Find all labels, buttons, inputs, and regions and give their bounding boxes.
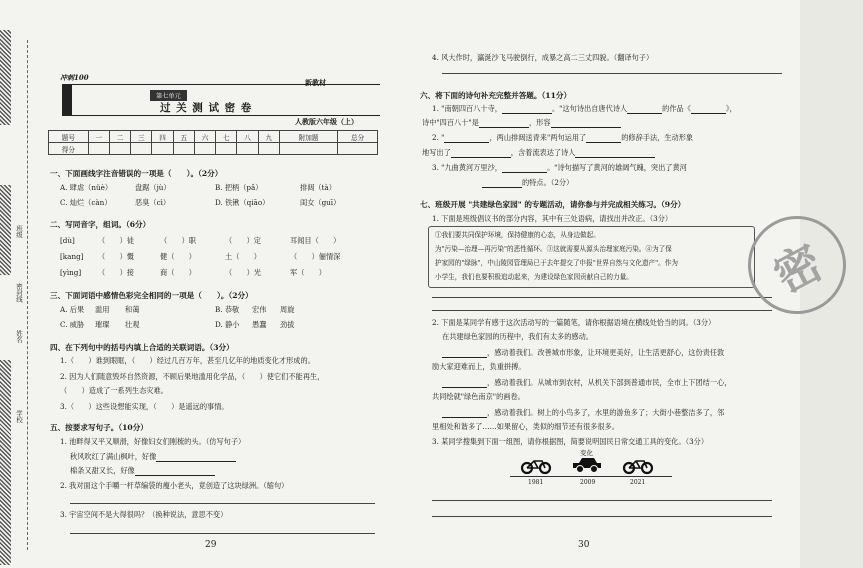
q1-option-c2: 恶臭（cì） (135, 198, 171, 207)
q3-word: 滥用 (95, 305, 110, 314)
essay-text: ，感动着我们。从城市到农村，从机关下部到普通市民，全市上下团结一心， (487, 378, 732, 387)
seal-line (27, 40, 28, 550)
q6-line-1 (432, 104, 737, 114)
score-cell (258, 143, 279, 155)
binding-stripe (0, 30, 11, 125)
q6-text: 的修辞手法，生动形象 (621, 133, 694, 142)
q6-text: 3. "九曲黄河万里沙， (432, 163, 502, 172)
q6-line-6 (482, 178, 573, 188)
proposal-box (428, 226, 755, 288)
q3-word: B. 恭敬 (215, 305, 240, 314)
binding-stripe (0, 185, 11, 275)
score-header-cell: 三 (131, 131, 152, 143)
answer-line[interactable] (432, 500, 772, 501)
timeline-axis (510, 476, 672, 477)
q2-blank: （ ）职 (160, 236, 196, 245)
proposal-line: 小学生，我们也要积极追动起来，为建设绿色家园贡献自己的力量。 (435, 273, 633, 281)
q6-text: 2. " (432, 133, 445, 142)
answer-blank[interactable] (451, 157, 511, 158)
grade-label: 人教版六年级（上） (295, 117, 358, 126)
answer-blank[interactable] (575, 157, 655, 158)
answer-blank[interactable] (444, 142, 489, 143)
q2-blank: （ ）定 (225, 236, 261, 245)
score-cell (131, 143, 152, 155)
brand-logo: 冲刺100 (60, 73, 89, 82)
q1-prompt: 一、下面画线字注音错误的一项是（ ）。（2分） (50, 169, 223, 178)
year-label: 2021 (630, 479, 646, 486)
page-number: 29 (205, 540, 217, 550)
q2-blank: 健（ ） (160, 252, 196, 261)
answer-blank[interactable] (551, 127, 621, 128)
year-label: 2009 (580, 479, 596, 486)
answer-blank[interactable] (627, 113, 662, 114)
q5-sentence-3: 3. 宇宙空间不是大得很吗？（换种说法，意思不变） (60, 510, 228, 519)
q5-fill-1 (70, 452, 236, 462)
score-row-label: 得分 (49, 143, 89, 155)
q2-prompt: 二、写同音字，组词。（6分） (50, 220, 151, 229)
edition-label: 新教材 (305, 78, 326, 87)
bicycle-icon (520, 458, 552, 474)
answer-blank[interactable] (442, 417, 487, 418)
score-header-cell: 四 (152, 131, 173, 143)
q1-option-b1: B. 把柄（pǎ） (215, 183, 263, 192)
q4-sentence-3: 3.（ ）这些设想能实现，（ ）是遥远的事情。 (60, 402, 229, 411)
q1-option-c1: C. 灿烂（càn） (60, 198, 112, 207)
score-cell (279, 143, 337, 155)
answer-line[interactable] (442, 73, 782, 74)
q4-prompt: 四、在下列句中的括号内填上合适的关联词语。（3分） (50, 343, 234, 352)
score-cell (237, 143, 258, 155)
proposal-line: 护家园的"绿脉"，中山陵园管理局已于去年提交了申报"世界自然与文化遗产"。作为 (435, 259, 678, 267)
q1-option-b2: 排闼（tà） (300, 183, 336, 192)
proposal-line: 为"污染—治理—再污染"的恶性循环。③这就需要从源头治理家庭污染。④为了保 (435, 245, 672, 253)
q3-word: D. 静小 (215, 320, 240, 329)
q5-fill-2 (70, 466, 215, 476)
q6-text: 诗中"四百八十"是 (422, 118, 479, 127)
answer-line[interactable] (432, 297, 772, 298)
score-cell (109, 143, 130, 155)
score-header-cell: 九 (258, 131, 279, 143)
q6-line-4 (422, 148, 655, 158)
q6-text: ，含着流表达了诗人 (510, 148, 576, 157)
essay-line: 里相处和谐多了……如果留心，类似的细节还有很多很多。 (432, 422, 619, 431)
q6-line-3 (432, 133, 693, 143)
q4-sentence-1: 1.（ ）谁到眼眶，（ ）经过几百万年，甚至几亿年的地质变化才形成的。 (60, 356, 315, 365)
q3-word: A. 后果 (60, 305, 85, 314)
q1-option-a2: 盘踞（jù） (135, 183, 171, 192)
margin-seal-label: 密封线 (15, 283, 23, 303)
score-header-cell: 八 (237, 131, 258, 143)
q2-blank: （ ）徒 (98, 236, 134, 245)
q4-sentence-2b: （ ）造成了一系列生态灾难。 (60, 386, 168, 395)
answer-blank[interactable] (156, 461, 236, 462)
answer-blank[interactable] (482, 187, 522, 188)
answer-line[interactable] (432, 310, 772, 311)
q3-word: 周旋 (280, 305, 295, 314)
score-header-cell: 七 (216, 131, 237, 143)
answer-blank[interactable] (442, 357, 487, 358)
score-cell (173, 143, 194, 155)
q3-word: 愚蠢 (252, 320, 267, 329)
q7-prompt: 七、班级开展 "共建绿色家园" 的专题活动，请你参与并完成相关练习。（9分） (420, 200, 686, 209)
q6-text: 1. "南朝四百八十寺， (432, 104, 502, 113)
right-page (400, 0, 800, 568)
q6-text: 地写出了 (422, 148, 451, 157)
score-header-cell: 二 (109, 131, 130, 143)
score-header-cell: 一 (88, 131, 109, 143)
answer-line[interactable] (70, 533, 375, 534)
q2-blank: （ ）接 (98, 268, 134, 277)
answer-blank[interactable] (442, 387, 487, 388)
margin-school-label: 学校 (15, 410, 23, 423)
score-cell (152, 143, 173, 155)
q2-blank: 耳闻目（ ） (290, 236, 341, 245)
q5-fill-2-text: 棉条又甜又长，好像 (70, 466, 135, 475)
q7-sub-3: 3. 某同学搜集到下面一组图，请你根据图，简要说明国民日常交通工具的变化。（3分） (432, 437, 709, 446)
essay-line (442, 348, 724, 358)
q3-word: 璀璨 (95, 320, 110, 329)
essay-text: ，感动着我们。改善城市形象，让环境更美好，让生活更舒心，这份责任敦 (487, 348, 725, 357)
q6-line-5 (432, 163, 687, 173)
q3-word: 和蔼 (125, 305, 140, 314)
q4-sentence-2: 2. 因为人们随意毁坏自然资源，不顾后果地滥用化学品，（ ）使它们不能再生， (60, 372, 325, 381)
page-number: 30 (578, 540, 590, 550)
q6-text: 。"这句诗出自唐代诗人 (551, 104, 628, 113)
q3-word: 宏伟 (252, 305, 267, 314)
q5-sentence-4: 4. 风大作时，瀛涎沙飞马驶倒行，成暴之高二三丈四貌。（翻译句子） (432, 53, 654, 62)
score-header-cell: 题号 (49, 131, 89, 143)
header-block (62, 84, 72, 116)
score-header-cell: 附加题 (279, 131, 337, 143)
proposal-line: ①我们要共同保护环境，保持健康的心态，从身边做起。 (435, 231, 600, 239)
q6-text: ，形容 (528, 118, 551, 127)
q3-word: 壮观 (125, 320, 140, 329)
year-label: 1981 (528, 479, 544, 486)
essay-line (442, 378, 731, 388)
q2-blank: 军（ ） (290, 268, 326, 277)
q2-pinyin: [yìng] (60, 268, 82, 277)
essay-line: 励大家迎难而上，负重拼搏。 (432, 362, 526, 371)
binding-stripe (0, 360, 11, 565)
q1-option-d1: D. 铁锹（qiāo） (215, 198, 270, 207)
unit-tag: 第七单元 (150, 90, 187, 101)
answer-blank[interactable] (586, 142, 621, 143)
q6-line-2 (422, 118, 621, 128)
margin-class-label: 班级 (15, 225, 23, 238)
score-header-cell: 五 (173, 131, 194, 143)
q1-option-a1: A. 肆虐（nüè） (60, 183, 113, 192)
score-cell (338, 143, 378, 155)
q3-word: C. 威胁 (60, 320, 85, 329)
essay-line (442, 408, 724, 418)
answer-blank[interactable] (691, 113, 726, 114)
q6-text: ，两山排闼送青来"两句运用了 (489, 133, 587, 142)
q6-prompt: 六、将下面的诗句补充完整并答题。（11分） (420, 91, 572, 100)
score-cell (88, 143, 109, 155)
left-page (0, 0, 400, 568)
answer-blank[interactable] (479, 127, 529, 128)
answer-line[interactable] (70, 503, 375, 504)
answer-blank[interactable] (502, 113, 552, 114)
q2-blank: （ ）慨 (98, 252, 134, 261)
answer-blank[interactable] (135, 475, 215, 476)
q5-sentence-2: 2. 我对面这个手嚼一杆草编袋的瘦小老头，竟创造了这块绿洲。（缩句） (60, 481, 289, 490)
binding-margin (0, 0, 40, 568)
margin-name-label: 姓名 (15, 330, 23, 343)
essay-line: 共同绘就"绿色南京"的画卷。 (432, 392, 525, 401)
q2-blank: （ ）光 (225, 268, 261, 277)
car-icon (570, 456, 604, 474)
q6-text: 。"诗句描写了黄河的雄阔气魄，突出了黄河 (546, 163, 687, 172)
page-title: 过 关 测 试 密 卷 (160, 102, 253, 114)
bicycle-icon (622, 458, 654, 474)
score-table (48, 130, 378, 155)
score-header-cell: 六 (194, 131, 215, 143)
q5-fill-1-text: 秋风吹红了满山枫叶，好像 (70, 452, 157, 461)
q7-sub-1: 1. 下面是班级倡议书的部分内容，其中有三处语病，请找出并改正。（3分） (432, 214, 673, 223)
q2-pinyin: [dù] (60, 236, 75, 245)
q2-blank: 商（ ） (160, 268, 196, 277)
essay-intro: 在共建绿色家园的历程中，我们有太多的感动。 (442, 332, 593, 341)
q6-text: 》， (725, 104, 737, 113)
q7-sub-2: 2. 下面是某同学有感于这次活动写的一篇随笔，请你根据语境在横线处恰当的词。（3分） (432, 318, 716, 327)
answer-blank[interactable] (502, 172, 547, 173)
q2-blank: 土（ ） (225, 252, 261, 261)
score-cell (194, 143, 215, 155)
q2-blank: （ ）俪情深 (290, 252, 341, 261)
q3-word: 劲拔 (280, 320, 295, 329)
q1-option-d2: 闺女（guī） (300, 198, 341, 207)
q3-prompt: 三、下面词语中感情色彩完全相同的一项是（ ）。（2分） (50, 291, 253, 300)
score-cell (216, 143, 237, 155)
seal-character: 密 (765, 234, 831, 304)
q5-sentence-1: 1. 池畔得又平又顺滑，好像妇女们刚梳的头。（仿写句子） (60, 437, 246, 446)
q2-pinyin: [kang] (60, 252, 84, 261)
answer-line[interactable] (432, 516, 772, 517)
q6-text: 的特点。（2分） (522, 178, 574, 187)
q5-prompt: 五、按要求写句子。（10分） (50, 423, 148, 432)
score-header-cell: 总分 (338, 131, 378, 143)
q6-text: 的作品《 (662, 104, 691, 113)
essay-text: ，感动着我们。树上的小鸟多了，水里的游鱼多了；大街小巷整洁多了，邻 (487, 408, 725, 417)
chart-title: 变化 (580, 449, 593, 457)
